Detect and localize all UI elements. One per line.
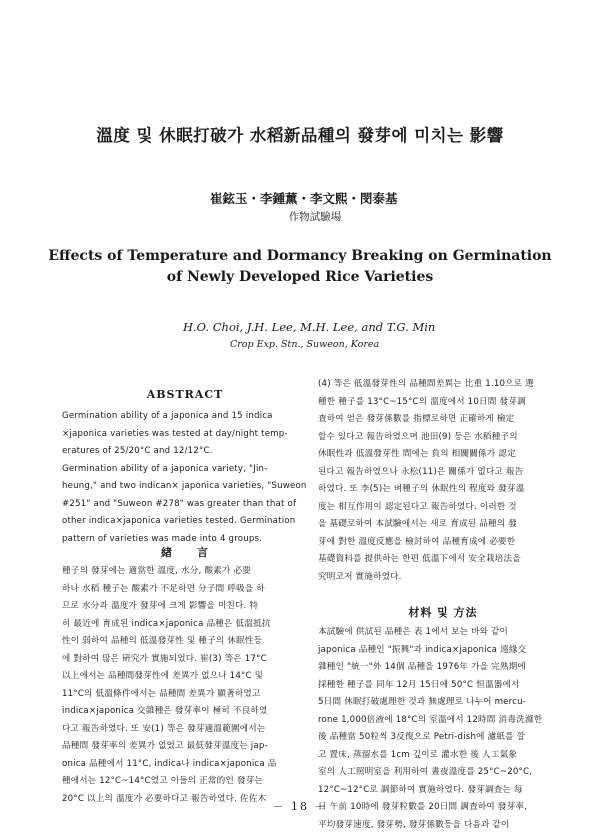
english-title-line2: of Newly Developed Rice Varieties [166, 269, 434, 285]
korean-title: 溫度 및 休眠打破가 水稻新品種의 發芽에 미치는 影響 [96, 126, 504, 145]
abstract-heading: ABSTRACT [146, 388, 224, 401]
introduction-continued-text: (4) 等은 低溫發芽性의 品種間差異는 比重 1.10으로 選 種한 種子를 13°C~15°C의 溫度에서 10日間 發芽調 査하여 얻은 發芽係數를 指標로하면 正確하게 檢定 할수 있다고 報告하였으며 池田(9) 등은 水稻種子의 休眠性과 低溫發芽性 間에는 負의 相關關係가 認定 된다고 報告하였으나 永松(11)은 關係가 없다고 報告 하였다. 또 李(5)는 벼種子의 休眠性의 程度와 發芽溫 度는 相互作用이 認定된다고 報告하였다. 이러한 것 을 基礎로하여 本試驗에서는 새로 育成된 品種의 發 芽에 對한 溫度反應을 檢討하여 品種育成에 必要한 基礎資料를 提供하는 한편 低溫下에서 安全栽培法을 究明코저 實施하였다. [318, 379, 534, 582]
introduction-heading: 緖 言 [161, 546, 209, 559]
english-affiliation: Crop Exp. Stn., Suweon, Korea [230, 339, 380, 350]
korean-affiliation: 作物試驗場 [288, 211, 342, 223]
english-authors: H.O. Choi, J.H. Lee, M.H. Lee, and T.G. Min [183, 320, 436, 334]
page-number: － 18 － [272, 800, 328, 813]
methods-text: 本試驗에 供試된 品種은 表 1에서 보는 바와 같이 japonica 品種인 "振興"과 indica×japonica 遠緣交 雜種인 "統一"外 14個 品種을 1976年 가을 完熟期에 採種한 種子를 同年 12月 15日에 50°C 恒溫器에서 5日間 休眠打破處理한 것과 無處理로 나누어 mercu- rone 1,000倍液에 18°C의 室溫에서 12時間 消毒洗滌한 後 品種當 50粒씩 3反復으로 Petri-dish에 濾紙를 깔 고 置床, 蒸溜水를 1cm 깊이로 灌水한 後 人工氣象 室의 人工照明室을 利用하여 晝夜溫度를 25°C~20°C, 12°C~12°C로 調節하여 實施하였다. 發芽調査는 每 日 午前 10時에 發芽粒數를 20日間 調査하여 發芽率, 平均發芽速度, 發芽勢, 發芽係數등을 다음과 같이 [318, 627, 543, 830]
english-title [0, 246, 600, 288]
methods-heading: 材料 및 方法 [408, 606, 478, 619]
abstract-text: Germination ability of a japonica and 15 indica ×japonica varieties was tested at day/night temp- eratures of 25/20°C and 12/12°C. Germination ability of a japonica variety, "Jin- heung," and two indican× japonica varieties, "Suweon #251" and "Suweon #278" was greater than that of other indica×japonica varieties tested. Germination pattern of varieties was made into 4 groups. [62, 411, 307, 544]
introduction-text: 種子의 發芽에는 適當한 溫度, 水分, 酸素가 必要 하나 水稻 種子는 酸素가 不足하면 分子間 呼吸을 하 므로 水分과 溫度가 發芽에 크게 影響을 미친다. 特 히 最近에 育成된 indica×japonica 品種은 低溫抵抗 性이 弱하여 品種의 低溫發芽性 및 種子의 休眠性등 에 對하여 많은 硏究가 實施되었다. 崔(3) 等은 17°C 以上에서는 品種間發芽性에 差異가 없으나 14°C 및 11°C의 低溫條件에서는 品種間 差異가 顯著하였고 indica×japonica 交雜種은 發芽率이 極히 不良하였 다고 報告하였다. 또 安(1) 等은 發芽適溫範圍에서는 品種間 發芽率의 差異가 없었고 最低發芽溫度는 jap- onica 品種에서 11°C, indica나 indica×japonica 品 種에서는 12°C~14°C였고 이들의 正常的인 發芽는 20°C 以上의 溫度가 必要하다고 報告하였다. 佐佐木 [62, 566, 277, 804]
korean-authors: 崔鉉玉・李鍾薰・李文熙・閔泰基 [210, 191, 398, 206]
english-title-line1: Effects of Temperature and Dormancy Breaking on Germination [48, 248, 552, 264]
